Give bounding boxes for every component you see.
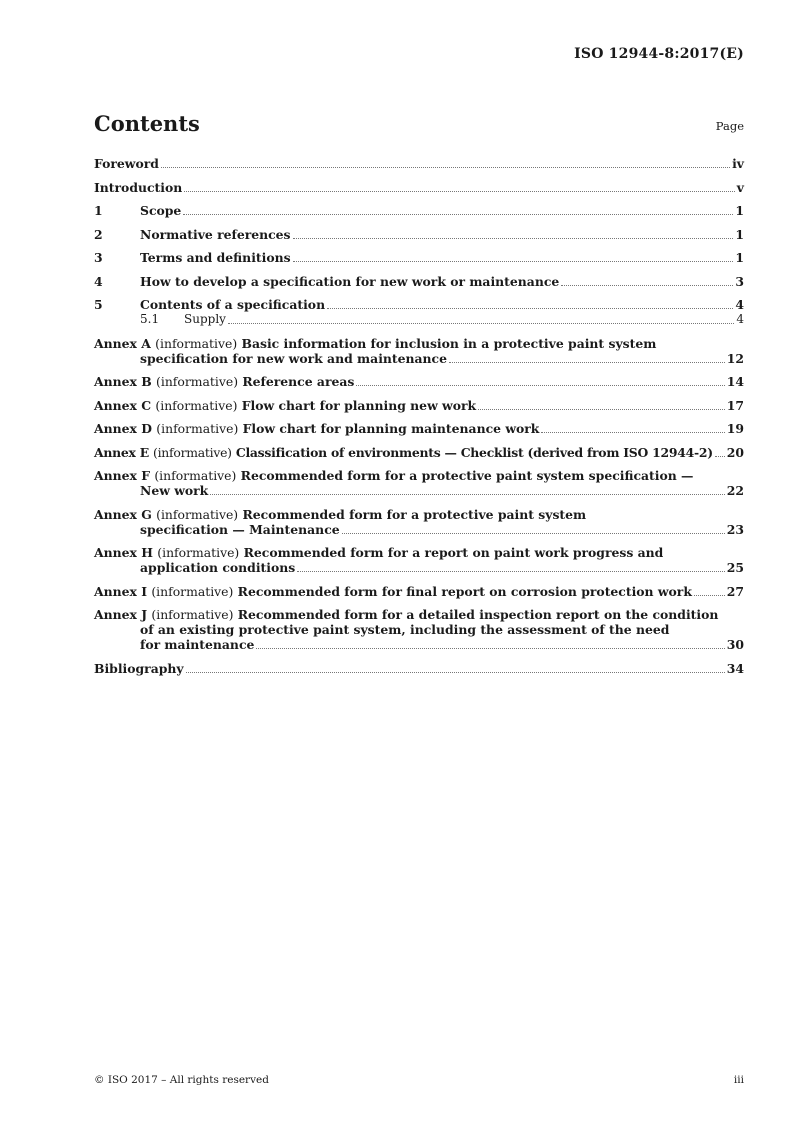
dot-leader xyxy=(297,571,725,572)
toc-entry-page: 19 xyxy=(726,421,744,436)
dot-leader xyxy=(327,308,733,309)
toc-entry-page: 3 xyxy=(735,273,744,289)
toc-entry-clause-1[interactable] xyxy=(94,203,744,218)
annex-type: (informative) xyxy=(156,421,239,436)
annex-type: (informative) xyxy=(156,374,239,389)
toc-entry-annex-b[interactable] xyxy=(94,374,744,389)
annex-label: Annex H xyxy=(94,545,153,560)
toc-entry-title-continued: application conditions xyxy=(140,560,296,575)
subclause-number: 5.1 xyxy=(140,312,160,326)
page-number: iii xyxy=(733,1074,744,1086)
toc-entry-annex-a[interactable] xyxy=(94,336,744,366)
annex-label: Annex D xyxy=(94,421,152,436)
toc-entry-title: Flow chart for planning new work xyxy=(241,397,477,413)
toc-entry-title: Basic information for inclusion in a protective paint system xyxy=(241,335,657,351)
dot-leader xyxy=(561,285,733,286)
table-of-contents xyxy=(94,156,744,676)
clause-number: 3 xyxy=(94,250,103,265)
toc-entry-page: 22 xyxy=(726,483,744,498)
dot-leader xyxy=(541,432,724,433)
annex-label: Annex E xyxy=(94,444,149,460)
page-column-label: Page xyxy=(715,119,744,133)
toc-entry-introduction[interactable] xyxy=(94,180,744,195)
toc-entry-title: Scope xyxy=(140,203,182,218)
toc-entry-annex-g[interactable] xyxy=(94,507,744,537)
toc-entry-clause-3[interactable] xyxy=(94,250,744,265)
toc-entry-page: 30 xyxy=(726,637,744,652)
toc-entry-clause-2[interactable] xyxy=(94,227,744,242)
toc-entry-annex-i[interactable] xyxy=(94,584,744,599)
toc-entry-title: Recommended form for a report on paint work progress and xyxy=(243,545,664,560)
toc-entry-title-continued: specification for new work and maintenance xyxy=(140,350,447,366)
toc-entry-page: 1 xyxy=(735,203,744,218)
toc-entry-page: 27 xyxy=(726,583,744,599)
toc-entry-title: Foreword xyxy=(94,156,159,171)
annex-label: Annex J xyxy=(94,607,148,622)
dot-leader xyxy=(161,167,730,168)
annex-type: (informative) xyxy=(154,468,237,483)
toc-entry-annex-j[interactable] xyxy=(94,607,744,652)
annex-type: (informative) xyxy=(157,545,240,560)
toc-entry-title: Contents of a specification xyxy=(140,297,326,312)
toc-entry-title: Supply xyxy=(184,312,226,326)
annex-label: Annex G xyxy=(94,506,152,522)
toc-entry-annex-f[interactable] xyxy=(94,468,744,498)
clause-number: 5 xyxy=(94,297,103,312)
dot-leader xyxy=(715,456,725,457)
clause-number: 4 xyxy=(94,273,103,289)
toc-entry-page: iv xyxy=(732,156,744,171)
toc-entry-title: Flow chart for planning maintenance work xyxy=(242,421,540,436)
toc-entry-page: 25 xyxy=(726,560,744,575)
toc-entry-foreword[interactable] xyxy=(94,156,744,171)
toc-entry-page: 1 xyxy=(735,250,744,265)
toc-entry-title-continued: for maintenance xyxy=(140,637,255,652)
toc-entry-annex-d[interactable] xyxy=(94,421,744,436)
annex-label: Annex C xyxy=(94,397,152,413)
dot-leader xyxy=(183,214,733,215)
dot-leader xyxy=(449,362,725,363)
toc-entry-bibliography[interactable] xyxy=(94,661,744,676)
toc-entry-title: Terms and definitions xyxy=(140,250,291,265)
dot-leader xyxy=(256,648,724,649)
dot-leader xyxy=(293,261,734,262)
annex-type: (informative) xyxy=(156,506,239,522)
toc-entry-annex-h[interactable] xyxy=(94,545,744,575)
contents-heading: Contents xyxy=(94,111,200,136)
toc-entry-title: Recommended form for a detailed inspection report on the condition xyxy=(237,607,719,622)
toc-entry-annex-e[interactable] xyxy=(94,445,744,460)
annex-label: Annex F xyxy=(94,468,151,483)
toc-entry-title: Recommended form for a protective paint system specification — xyxy=(240,468,694,483)
copyright-notice: © ISO 2017 – All rights reserved xyxy=(94,1074,269,1086)
dot-leader xyxy=(210,494,725,495)
dot-leader xyxy=(186,672,725,673)
annex-type: (informative) xyxy=(155,335,238,351)
toc-entry-title: Normative references xyxy=(140,226,291,242)
annex-type: (informative) xyxy=(151,607,234,622)
dot-leader xyxy=(184,191,735,192)
clause-number: 2 xyxy=(94,226,103,242)
toc-entry-subclause-5-1[interactable] xyxy=(94,312,744,327)
toc-entry-page: 4 xyxy=(735,297,744,312)
toc-entry-page: 12 xyxy=(726,350,744,366)
toc-entry-title: Reference areas xyxy=(242,374,355,389)
toc-entry-title: Bibliography xyxy=(94,660,184,676)
toc-entry-title: Recommended form for final report on corrosion protection work xyxy=(237,583,692,599)
dot-leader xyxy=(228,323,734,324)
dot-leader xyxy=(356,385,724,386)
annex-type: (informative) xyxy=(155,397,238,413)
dot-leader xyxy=(478,409,725,410)
toc-entry-clause-5[interactable] xyxy=(94,297,744,312)
dot-leader xyxy=(293,238,734,239)
toc-entry-title: How to develop a specification for new work or maintenance xyxy=(140,273,560,289)
toc-entry-page: 17 xyxy=(726,397,744,413)
toc-entry-clause-4[interactable] xyxy=(94,274,744,289)
toc-entry-page: 23 xyxy=(726,521,744,537)
toc-entry-title-continued: specification — Maintenance xyxy=(140,521,340,537)
clause-number: 1 xyxy=(94,203,103,218)
toc-entry-title: Recommended form for a protective paint system xyxy=(242,506,587,522)
toc-entry-page: 20 xyxy=(726,444,744,460)
annex-label: Annex B xyxy=(94,374,152,389)
annex-label: Annex A xyxy=(94,335,151,351)
document-id: ISO 12944-8:2017(E) xyxy=(574,46,744,62)
toc-entry-page: 34 xyxy=(726,660,744,676)
dot-leader xyxy=(342,533,725,534)
toc-entry-page: v xyxy=(736,179,744,195)
toc-entry-page: 1 xyxy=(735,226,744,242)
toc-entry-title-continued: New work xyxy=(140,483,209,498)
annex-label: Annex I xyxy=(94,583,148,599)
toc-entry-title: Classification of environments — Checklist (derived from ISO 12944-2) xyxy=(235,444,713,460)
toc-entry-annex-c[interactable] xyxy=(94,398,744,413)
toc-entry-page: 14 xyxy=(726,374,744,389)
dot-leader xyxy=(694,595,725,596)
toc-entry-title-continued: of an existing protective paint system, including the assessment of the need xyxy=(140,622,670,637)
annex-type: (informative) xyxy=(151,583,234,599)
toc-entry-title: Introduction xyxy=(94,179,183,195)
toc-entry-page: 4 xyxy=(736,312,744,326)
annex-type: (informative) xyxy=(153,444,232,460)
